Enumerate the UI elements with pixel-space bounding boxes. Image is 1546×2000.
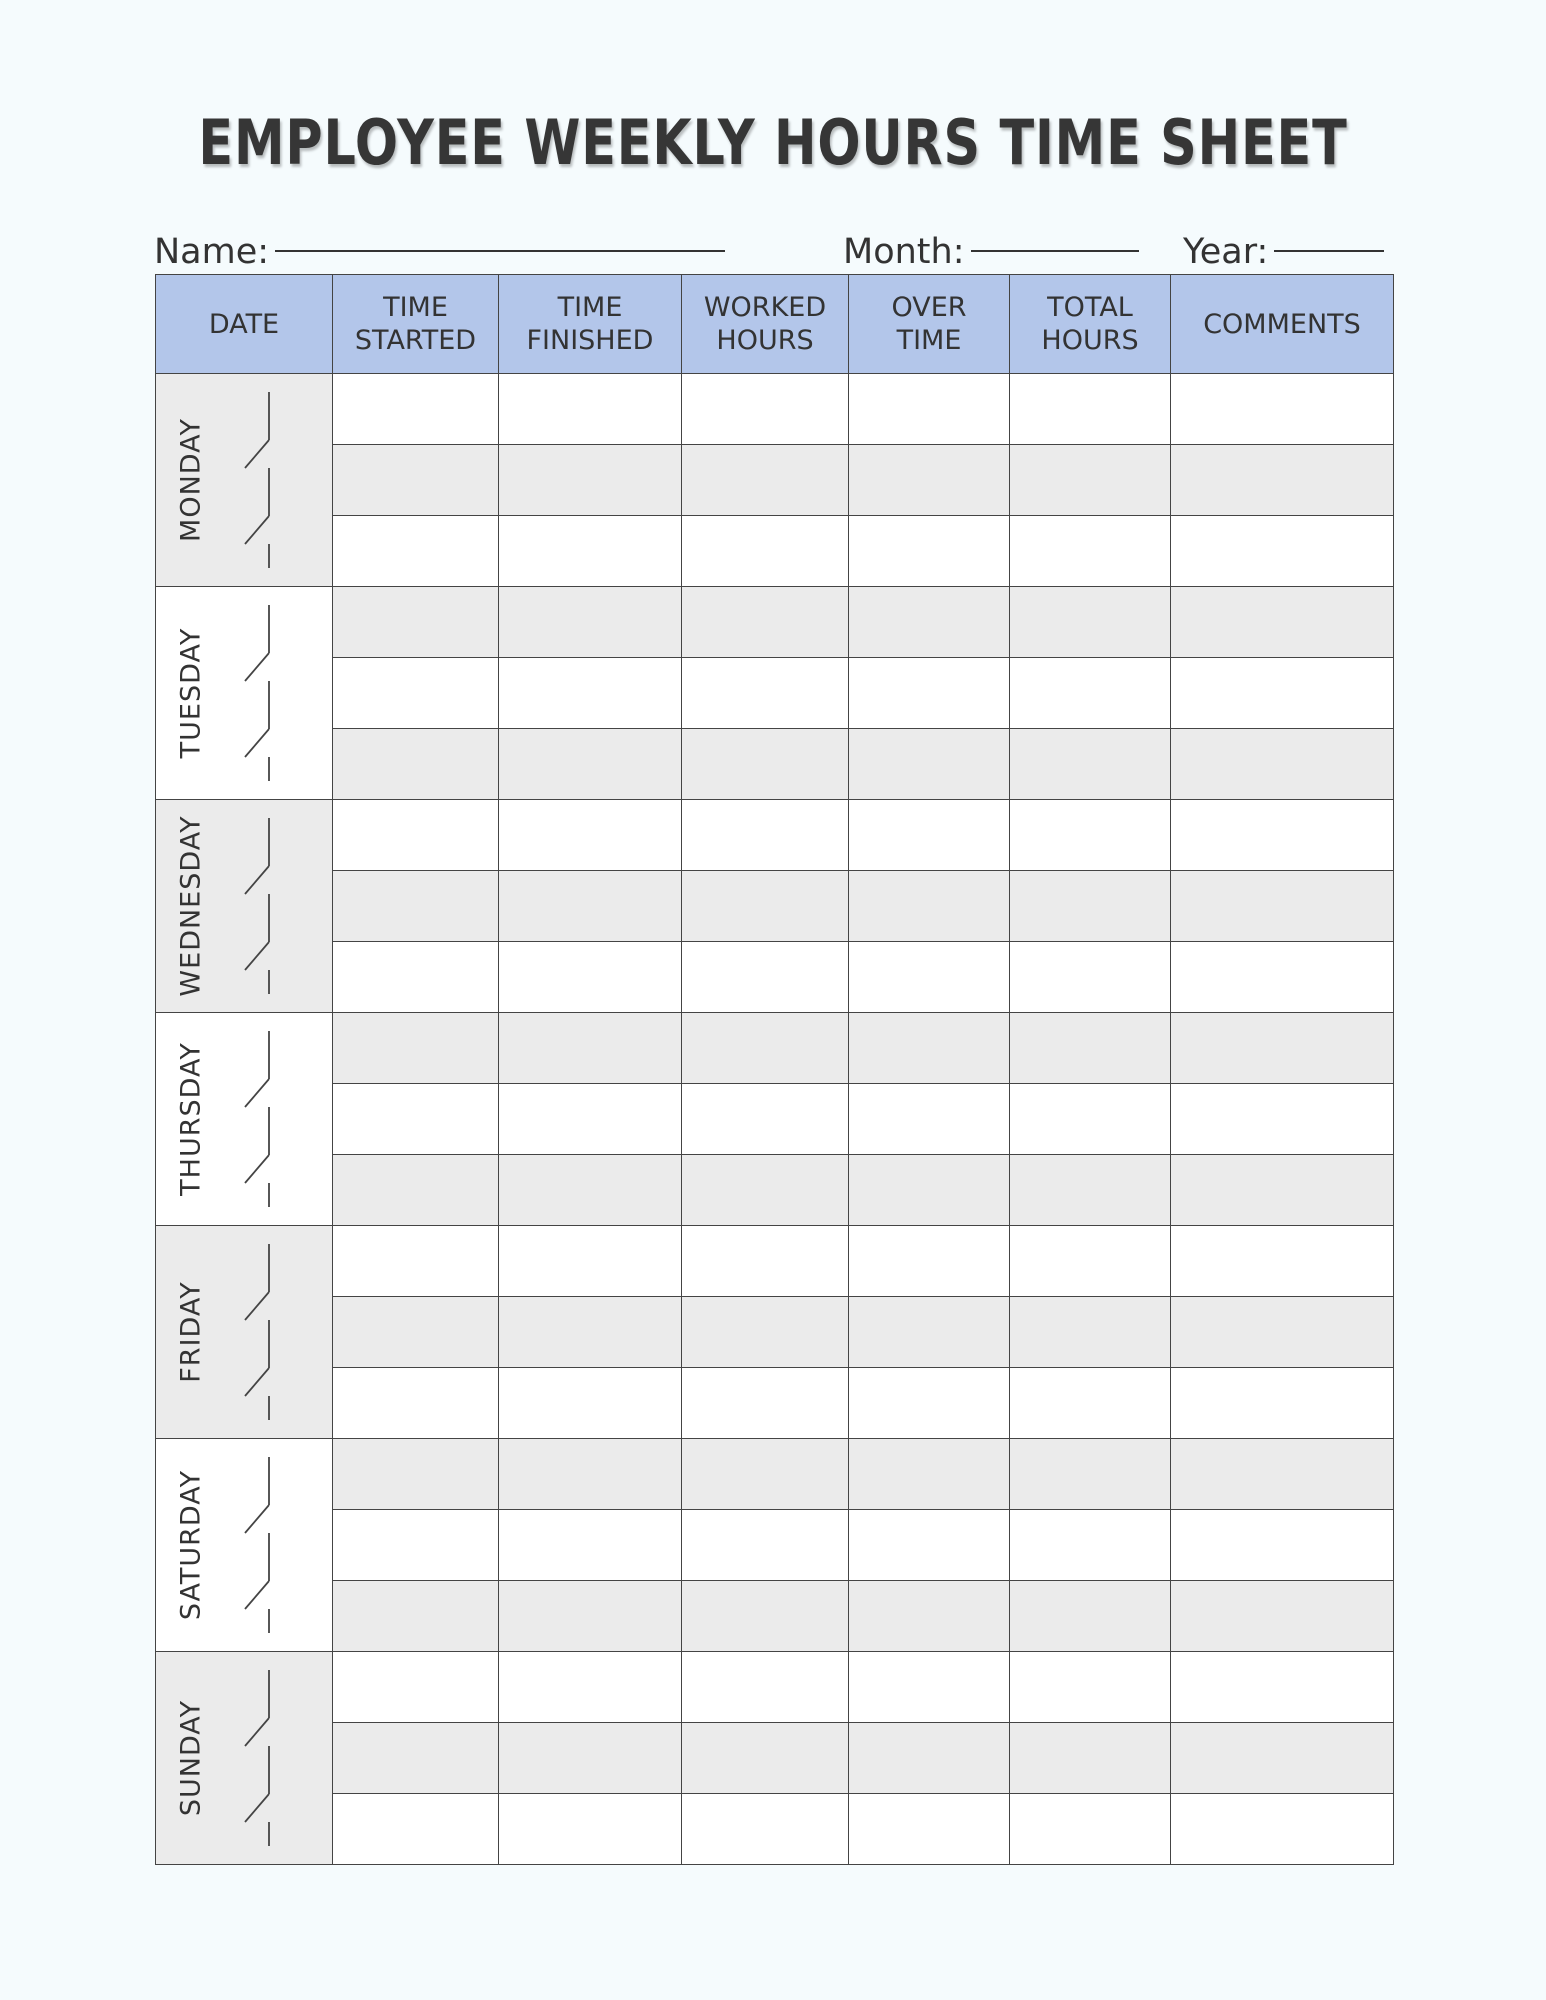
column-header-time-finished: TIME FINISHED [499,275,682,374]
cell-worked-hours[interactable] [682,871,849,942]
cell-total-hours[interactable] [1010,587,1171,658]
cell-total-hours[interactable] [1010,1439,1171,1510]
cell-total-hours[interactable] [1010,1794,1171,1865]
cell-over-time[interactable] [849,374,1010,445]
cell-time-finished[interactable] [499,516,682,587]
cell-over-time[interactable] [849,1581,1010,1652]
cell-comments[interactable] [1171,1723,1394,1794]
cell-comments[interactable] [1171,871,1394,942]
cell-over-time[interactable] [849,1510,1010,1581]
cell-worked-hours[interactable] [682,942,849,1013]
cell-over-time[interactable] [849,1226,1010,1297]
cell-time-finished[interactable] [499,658,682,729]
cell-total-hours[interactable] [1010,374,1171,445]
cell-over-time[interactable] [849,942,1010,1013]
cell-time-started[interactable] [333,1013,499,1084]
cell-total-hours[interactable] [1010,1652,1171,1723]
cell-time-finished[interactable] [499,1013,682,1084]
cell-comments[interactable] [1171,445,1394,516]
cell-worked-hours[interactable] [682,1226,849,1297]
cell-time-finished[interactable] [499,1084,682,1155]
cell-comments[interactable] [1171,1155,1394,1226]
table-row [156,516,1394,587]
cell-worked-hours[interactable] [682,1723,849,1794]
cell-time-started[interactable] [333,445,499,516]
cell-comments[interactable] [1171,1510,1394,1581]
cell-comments[interactable] [1171,1794,1394,1865]
cell-time-started[interactable] [333,587,499,658]
cell-time-started[interactable] [333,1723,499,1794]
cell-time-finished[interactable] [499,1510,682,1581]
day-label: SUNDAY [175,1699,207,1817]
date-cell-thursday[interactable] [156,1013,333,1226]
cell-comments[interactable] [1171,658,1394,729]
cell-over-time[interactable] [849,1084,1010,1155]
month-field [843,220,1139,272]
cell-worked-hours[interactable] [682,587,849,658]
cell-over-time[interactable] [849,658,1010,729]
cell-over-time[interactable] [849,516,1010,587]
cell-time-started[interactable] [333,658,499,729]
cell-over-time[interactable] [849,1155,1010,1226]
column-header-worked-hours: WORKED HOURS [682,275,849,374]
cell-time-finished[interactable] [499,871,682,942]
cell-total-hours[interactable] [1010,1297,1171,1368]
cell-comments[interactable] [1171,1013,1394,1084]
cell-time-started[interactable] [333,374,499,445]
cell-total-hours[interactable] [1010,1368,1171,1439]
cell-time-finished[interactable] [499,1581,682,1652]
table-row [156,1581,1394,1652]
cell-time-finished[interactable] [499,1368,682,1439]
cell-comments[interactable] [1171,374,1394,445]
table-row [156,1652,1394,1723]
table-row [156,1226,1394,1297]
cell-worked-hours[interactable] [682,658,849,729]
cell-time-started[interactable] [333,729,499,800]
table-row [156,445,1394,516]
cell-time-finished[interactable] [499,1297,682,1368]
year-field [1183,220,1384,272]
cell-worked-hours[interactable] [682,1794,849,1865]
table-row [156,1297,1394,1368]
table-row [156,1013,1394,1084]
cell-total-hours[interactable] [1010,729,1171,800]
column-header-time-started: TIME STARTED [333,275,499,374]
cell-time-finished[interactable] [499,1155,682,1226]
cell-over-time[interactable] [849,1013,1010,1084]
cell-over-time[interactable] [849,800,1010,871]
cell-time-started[interactable] [333,871,499,942]
cell-time-finished[interactable] [499,445,682,516]
cell-time-finished[interactable] [499,587,682,658]
date-cell-sunday[interactable] [156,1652,333,1865]
cell-time-started[interactable] [333,800,499,871]
table-row [156,1368,1394,1439]
cell-time-finished[interactable] [499,729,682,800]
date-blank-marks [240,603,290,783]
cell-time-finished[interactable] [499,1439,682,1510]
date-cell-tuesday[interactable] [156,587,333,800]
cell-time-started[interactable] [333,1368,499,1439]
month-input-line[interactable] [971,222,1139,252]
date-cell-wednesday[interactable] [156,800,333,1013]
cell-time-started[interactable] [333,1155,499,1226]
cell-total-hours[interactable] [1010,1226,1171,1297]
day-label: FRIDAY [175,1281,207,1383]
date-blank-marks [240,390,290,570]
cell-worked-hours[interactable] [682,1013,849,1084]
table-row [156,729,1394,800]
cell-time-started[interactable] [333,1084,499,1155]
date-blank-marks [240,1455,290,1635]
cell-total-hours[interactable] [1010,800,1171,871]
cell-over-time[interactable] [849,729,1010,800]
cell-total-hours[interactable] [1010,1084,1171,1155]
cell-worked-hours[interactable] [682,1439,849,1510]
date-blank-marks [240,1029,290,1209]
cell-time-started[interactable] [333,942,499,1013]
cell-comments[interactable] [1171,800,1394,871]
cell-over-time[interactable] [849,1652,1010,1723]
day-label: WEDNESDAY [175,815,207,997]
cell-time-finished[interactable] [499,1794,682,1865]
cell-worked-hours[interactable] [682,1368,849,1439]
column-header-over-time: OVER TIME [849,275,1010,374]
cell-total-hours[interactable] [1010,658,1171,729]
cell-total-hours[interactable] [1010,1155,1171,1226]
cell-worked-hours[interactable] [682,1084,849,1155]
day-label: SATURDAY [175,1469,207,1621]
cell-comments[interactable] [1171,1652,1394,1723]
cell-comments[interactable] [1171,1084,1394,1155]
date-cell-monday[interactable] [156,374,333,587]
table-row [156,1084,1394,1155]
cell-over-time[interactable] [849,587,1010,658]
cell-total-hours[interactable] [1010,1723,1171,1794]
cell-total-hours[interactable] [1010,942,1171,1013]
date-blank-marks [240,1242,290,1422]
table-row [156,1794,1394,1865]
day-label: TUESDAY [175,627,207,759]
cell-total-hours[interactable] [1010,871,1171,942]
cell-worked-hours[interactable] [682,1581,849,1652]
cell-total-hours[interactable] [1010,445,1171,516]
table-row [156,800,1394,871]
cell-time-started[interactable] [333,516,499,587]
cell-over-time[interactable] [849,1368,1010,1439]
cell-worked-hours[interactable] [682,729,849,800]
table-row [156,374,1394,445]
cell-time-finished[interactable] [499,374,682,445]
year-label: Year: [1183,232,1269,272]
cell-comments[interactable] [1171,729,1394,800]
cell-worked-hours[interactable] [682,1155,849,1226]
cell-over-time[interactable] [849,1794,1010,1865]
cell-comments[interactable] [1171,587,1394,658]
table-row [156,587,1394,658]
date-cell-friday[interactable] [156,1226,333,1439]
column-header-comments: COMMENTS [1171,275,1394,374]
timesheet-table [155,274,1394,1865]
name-field [154,220,725,272]
cell-comments[interactable] [1171,1368,1394,1439]
cell-time-started[interactable] [333,1297,499,1368]
date-blank-marks [240,816,290,996]
cell-total-hours[interactable] [1010,1013,1171,1084]
cell-time-finished[interactable] [499,1652,682,1723]
date-blank-marks [240,1668,290,1848]
header-row [156,275,1394,374]
cell-comments[interactable] [1171,1581,1394,1652]
page-title: EMPLOYEE WEEKLY HOURS TIME SHEET [198,106,1348,179]
cell-worked-hours[interactable] [682,374,849,445]
table-row [156,658,1394,729]
name-input-line[interactable] [275,222,725,252]
cell-time-finished[interactable] [499,800,682,871]
cell-time-finished[interactable] [499,942,682,1013]
cell-worked-hours[interactable] [682,1510,849,1581]
cell-time-started[interactable] [333,1581,499,1652]
cell-over-time[interactable] [849,1723,1010,1794]
year-input-line[interactable] [1274,222,1384,252]
table-row [156,1439,1394,1510]
cell-comments[interactable] [1171,1439,1394,1510]
cell-over-time[interactable] [849,1439,1010,1510]
cell-comments[interactable] [1171,1297,1394,1368]
cell-worked-hours[interactable] [682,516,849,587]
table-row [156,871,1394,942]
cell-worked-hours[interactable] [682,1652,849,1723]
day-label: THURSDAY [175,1042,207,1196]
cell-over-time[interactable] [849,1297,1010,1368]
cell-over-time[interactable] [849,445,1010,516]
table-row [156,1510,1394,1581]
cell-time-started[interactable] [333,1794,499,1865]
cell-comments[interactable] [1171,942,1394,1013]
cell-time-started[interactable] [333,1652,499,1723]
cell-total-hours[interactable] [1010,1581,1171,1652]
cell-time-started[interactable] [333,1510,499,1581]
cell-worked-hours[interactable] [682,445,849,516]
table-row [156,1723,1394,1794]
table-row [156,1155,1394,1226]
cell-time-finished[interactable] [499,1723,682,1794]
cell-comments[interactable] [1171,516,1394,587]
month-label: Month: [843,232,965,272]
cell-comments[interactable] [1171,1226,1394,1297]
cell-total-hours[interactable] [1010,516,1171,587]
column-header-total-hours: TOTAL HOURS [1010,275,1171,374]
cell-total-hours[interactable] [1010,1510,1171,1581]
timesheet-body [156,374,1394,1865]
cell-time-finished[interactable] [499,1226,682,1297]
day-label: MONDAY [175,418,207,542]
cell-over-time[interactable] [849,871,1010,942]
cell-time-started[interactable] [333,1439,499,1510]
name-label: Name: [154,232,270,272]
column-header-date: DATE [156,275,333,374]
cell-worked-hours[interactable] [682,1297,849,1368]
cell-time-started[interactable] [333,1226,499,1297]
table-row [156,942,1394,1013]
cell-worked-hours[interactable] [682,800,849,871]
date-cell-saturday[interactable] [156,1439,333,1652]
